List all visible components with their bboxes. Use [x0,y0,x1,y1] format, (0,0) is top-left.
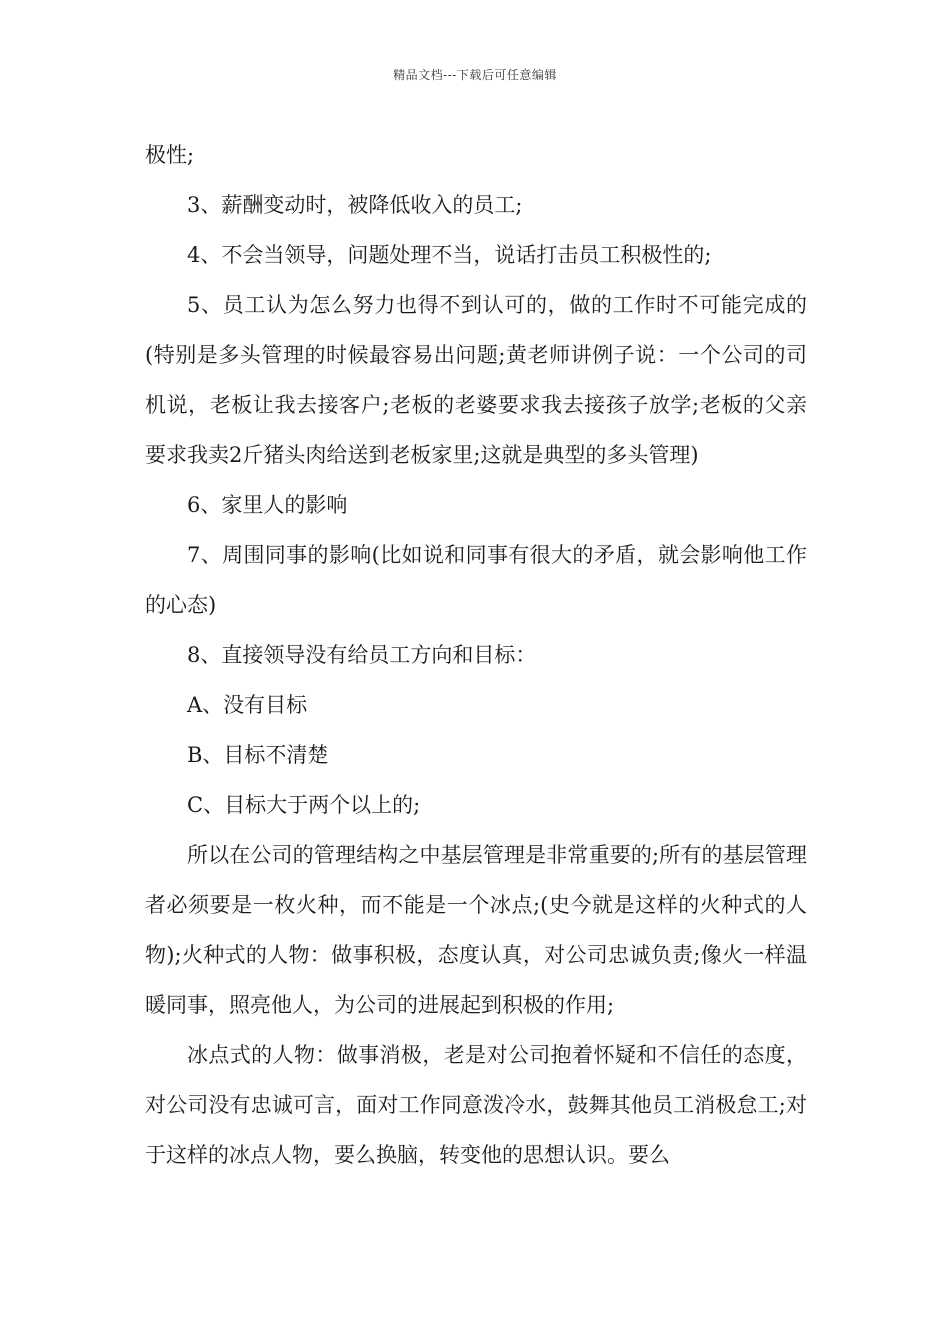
document-body [145,130,807,1180]
list-item-7: 7、周围同事的影响(比如说和同事有很大的矛盾，就会影响他工作的心态) [145,543,807,617]
list-item-5: 5、员工认为怎么努力也得不到认可的，做的工作时不可能完成的(特别是多头管理的时候最容易出问题;黄老师讲例子说：一个公司的司机说，老板让我去接客户;老板的老婆要求我去接孩子放学;老板的父亲要求我卖2斤猪头肉给送到老板家里;这就是典型的多头管理) [145,293,807,467]
paragraph-ice-type: 冰点式的人物：做事消极，老是对公司抱着怀疑和不信任的态度，对公司没有忠诚可言，面对工作同意泼冷水，鼓舞其他员工消极怠工;对于这样的冰点人物，要么换脑，转变他的思想认识。要么 [145,1043,807,1167]
list-item-4: 4、不会当领导，问题处理不当，说话打击员工积极性的; [187,243,712,267]
paragraph-fire-type: 所以在公司的管理结构之中基层管理是非常重要的;所有的基层管理者必须要是一枚火种，而不能是一个冰点;(史今就是这样的火种式的人物);火种式的人物：做事积极，态度认真，对公司忠诚负责;像火一样温暖同事，照亮他人，为公司的进展起到积极的作用; [145,843,807,1017]
list-item-3: 3、薪酬变动时，被降低收入的员工; [187,193,523,217]
sub-item-a: A、没有目标 [187,693,308,717]
list-item-6: 6、家里人的影响 [187,493,348,517]
page-header: 精品文档---下载后可任意编辑 [393,68,557,82]
list-item-8: 8、直接领导没有给员工方向和目标： [187,643,537,667]
paragraph-continuation: 极性; [145,143,195,167]
sub-item-c: C、目标大于两个以上的; [187,793,421,817]
sub-item-b: B、目标不清楚 [187,743,329,767]
